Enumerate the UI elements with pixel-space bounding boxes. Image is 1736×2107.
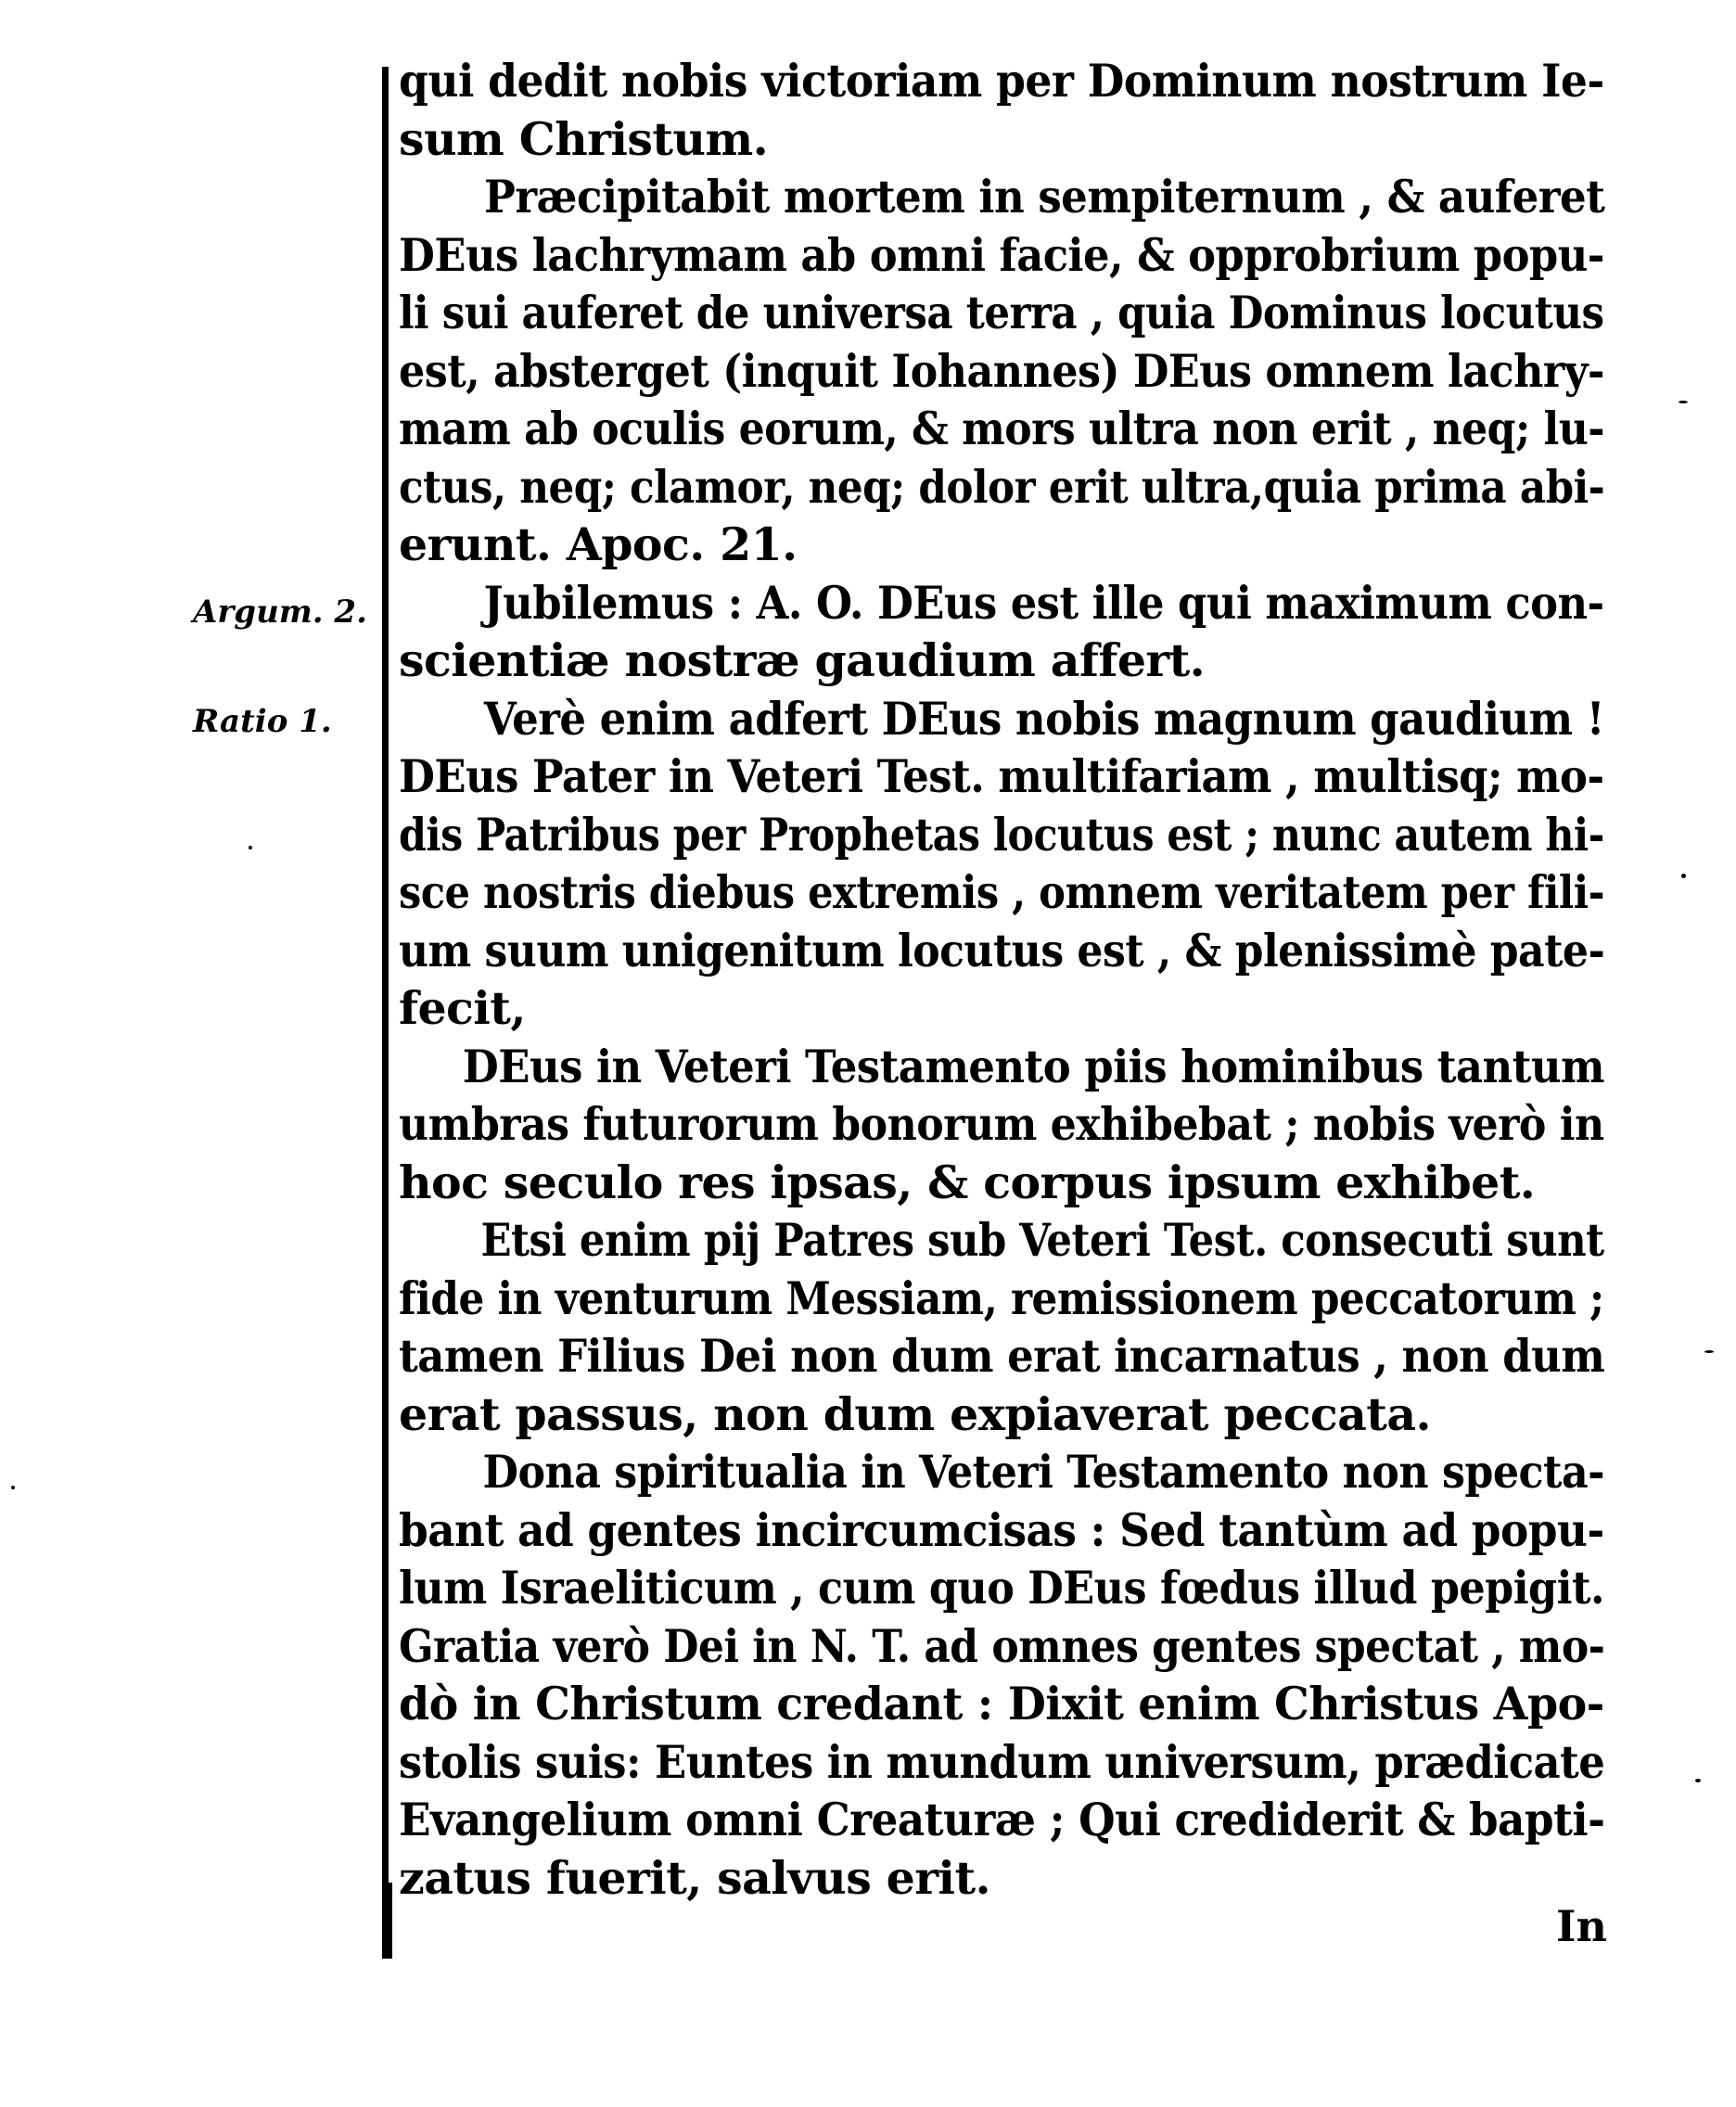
text-line: um suum unigenitum locutus est , & plenissimè pate-: [399, 923, 1605, 977]
text-line: Gratia verò Dei in N. T. ad omnes gentes spectat , mo-: [399, 1618, 1605, 1673]
catchword: In: [1556, 1901, 1607, 1951]
text-line: sum Christum.: [399, 111, 769, 166]
text-line: scientiæ nostræ gaudium affert.: [399, 633, 1206, 687]
text-line: Jubilemus : A. O. DEus est ille qui maximum con-: [483, 575, 1604, 630]
text-line: dis Patribus per Prophetas locutus est ; nunc autem hi-: [399, 807, 1604, 862]
text-line: qui dedit nobis victoriam per Dominum nostrum Ie-: [399, 54, 1604, 108]
print-speck: [1695, 1779, 1701, 1782]
print-speck: [249, 846, 252, 849]
print-speck: [1704, 1350, 1714, 1353]
margin-note-argum: Argum. 2.: [193, 594, 367, 631]
text-line: tamen Filius Dei non dum erat incarnatus , non dum: [399, 1329, 1605, 1383]
text-line: DEus in Veteri Testamento piis hominibus tantum: [462, 1039, 1605, 1093]
text-line: Verè enim adfert DEus nobis magnum gaudium !: [483, 691, 1604, 746]
print-speck: [11, 1486, 15, 1489]
text-line: sce nostris diebus extremis , omnem veritatem per fili-: [399, 865, 1605, 919]
print-speck: [1679, 401, 1688, 403]
text-line: dò in Christum credant : Dixit enim Christus Apo-: [399, 1677, 1604, 1730]
text-line: Dona spiritualia in Veteri Testamento non specta-: [482, 1445, 1605, 1499]
text-line: hoc seculo res ipsas, & corpus ipsum exhibet.: [399, 1155, 1536, 1209]
margin-note-ratio: Ratio 1.: [193, 703, 332, 740]
text-line: erat passus, non dum expiaverat peccata.: [399, 1386, 1431, 1441]
text-line: ctus, neq; clamor, neq; dolor erit ultra,quia prima abi-: [399, 459, 1605, 514]
text-line: zatus fuerit, salvus erit.: [399, 1850, 990, 1905]
text-line: DEus lachrymam ab omni facie, & opprobrium popu-: [399, 227, 1604, 282]
text-line: fide in venturum Messiam, remissionem peccatorum ;: [399, 1271, 1604, 1325]
body-text: [399, 52, 1604, 1907]
text-line: fecit,: [399, 981, 526, 1035]
text-line: Præcipitabit mortem in sempiternum , & auferet: [484, 170, 1605, 223]
text-line: erunt. Apoc. 21.: [399, 517, 798, 571]
margin-rule: [382, 67, 389, 1959]
text-line: bant ad gentes incircumcisas : Sed tantùm ad popu-: [399, 1502, 1604, 1557]
text-line: lum Israeliticum , cum quo DEus fœdus illud pepigit.: [399, 1561, 1604, 1615]
print-speck: [1681, 874, 1686, 878]
margin-rule-bottom: [382, 1883, 392, 1959]
text-line: stolis suis: Euntes in mundum universum, prædicate: [399, 1734, 1605, 1789]
text-line: umbras futurorum bonorum exhibebat ; nobis verò in: [399, 1097, 1604, 1151]
text-line: li sui auferet de universa terra , quia Dominus locutus: [399, 286, 1604, 339]
text-line: Etsi enim pij Patres sub Veteri Test. consecuti sunt: [480, 1213, 1604, 1267]
text-line: DEus Pater in Veteri Test. multifariam , multisq; mo-: [399, 749, 1604, 803]
text-line: est, absterget (inquit Iohannes) DEus omnem lachry-: [399, 343, 1604, 398]
text-line: Evangelium omni Creaturæ ; Qui crediderit & bapti-: [399, 1793, 1605, 1846]
text-line: mam ab oculis eorum, & mors ultra non erit , neq; lu-: [399, 402, 1605, 455]
